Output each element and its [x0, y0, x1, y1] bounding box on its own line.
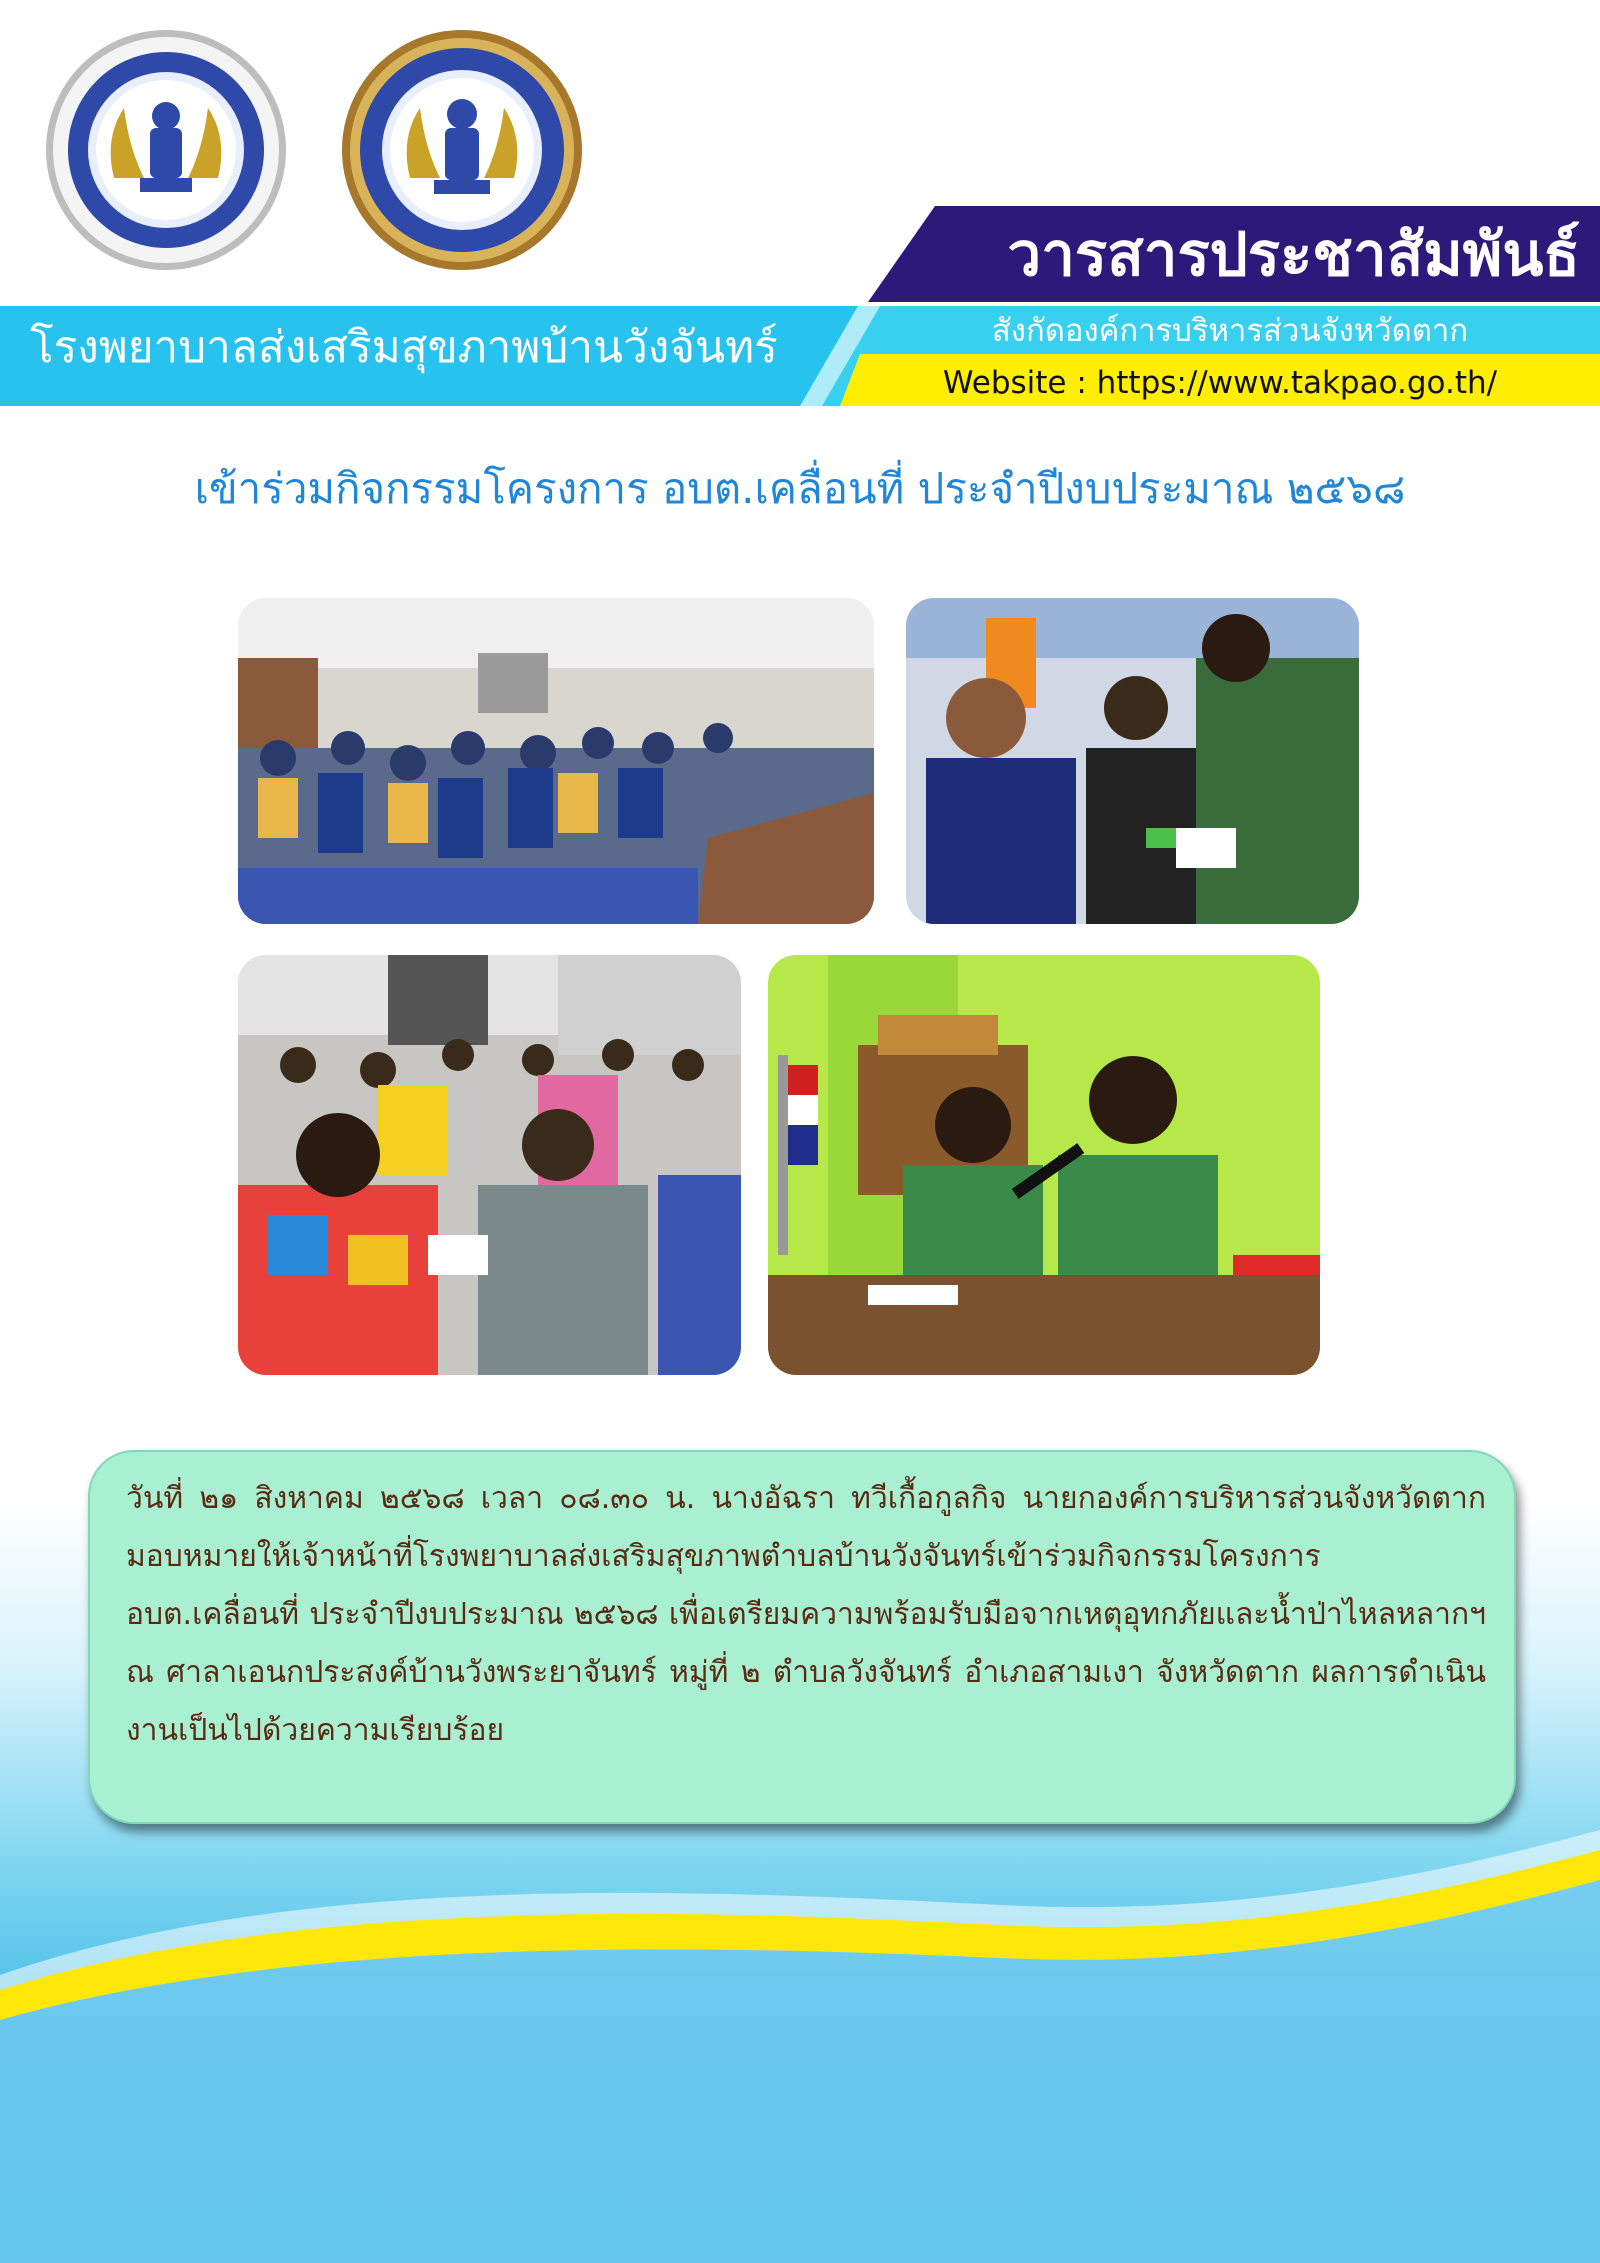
description-text: วันที่ ๒๑ สิงหาคม ๒๕๖๘ เวลา ๐๘.๓๐ น. นางอัฉรา ทวีเกื้อกูลกิจ นายกองค์การบริหารส่วนจังหวัดตาก มอบหมายให้เจ้าหน้าที่โรงพยาบาลส่งเสริมสุขภาพตำบลบ้านวังจันทร์เข้าร่วมกิจกรรมโครงการ อบต.เคลื่อนที่ ประจำปีงบประมาณ ๒๕๖๘ เพื่อเตรียมความพร้อมรับมือจากเหตุอุทกภัยและน้ำป่าไหลหลากฯ ณ ศาลาเอนกประสงค์บ้านวังพระยาจันทร์ หมู่ที่ ๒ ตำบลวังจันทร์ อำเภอสามเงา จังหวัดตาก ผลการดำเนินงานเป็นไปด้วยความเรียบร้อย	[126, 1481, 1486, 1748]
photo-staff-speaking-microphone	[768, 955, 1320, 1375]
photo-staff-with-participant	[906, 598, 1359, 924]
headline: เข้าร่วมกิจกรรมโครงการ อบต.เคลื่อนที่ ประจำปีงบประมาณ ๒๕๖๘	[194, 464, 1406, 513]
journal-title: วารสารประชาสัมพันธ์	[1007, 220, 1580, 290]
affiliation-text: สังกัดองค์การบริหารส่วนจังหวัดตาก	[991, 313, 1469, 349]
photo-women-reading-documents	[238, 955, 741, 1375]
website-link[interactable]: Website : https://www.takpao.go.th/	[942, 365, 1498, 401]
photo-audience-raising-hands	[238, 598, 874, 924]
description-box	[88, 1450, 1516, 1824]
hospital-name: โรงพยาบาลส่งเสริมสุขภาพบ้านวังจันทร์	[30, 322, 778, 373]
